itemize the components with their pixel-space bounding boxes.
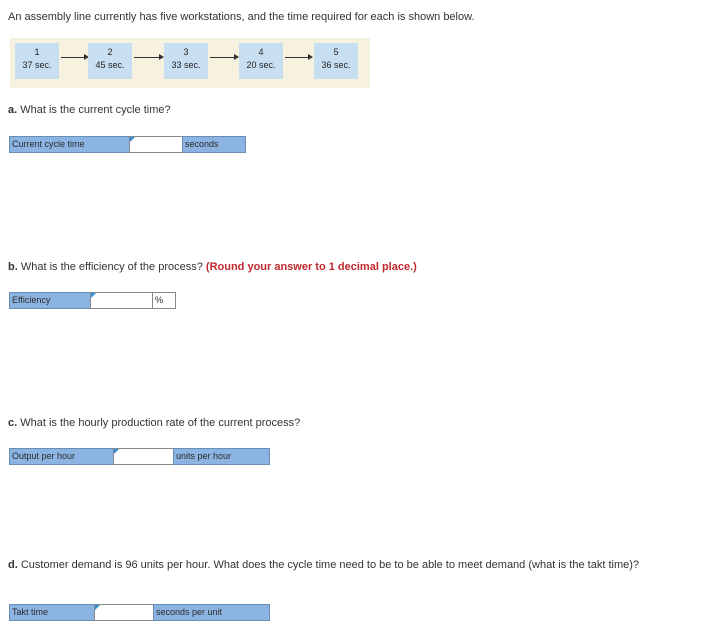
row-label: Output per hour [9,448,114,465]
efficiency-field[interactable] [91,293,152,308]
workstation-1 [15,43,59,79]
rounding-note: (Round your answer to 1 decimal place.) [205,261,417,273]
question-text: What is the hourly production rate of the current process? [17,417,301,429]
question-a [8,104,171,116]
workstation-diagram [10,38,370,88]
output-per-hour-input[interactable] [113,448,174,465]
unit-label: seconds per unit [153,604,270,621]
question-label: d. [8,559,18,571]
workstation-4 [239,43,283,79]
workstation-time: 45 sec. [95,60,125,70]
workstation-time: 36 sec. [321,60,351,70]
question-text: What is the current cycle time? [17,104,171,116]
flow-arrow-icon [134,57,160,58]
question-text: What is the efficiency of the process? [17,261,206,273]
workstation-number: 4 [258,47,264,57]
question-label: a. [8,104,18,116]
flow-arrow-icon [61,57,85,58]
unit-label: seconds [182,136,246,153]
workstation-time: 37 sec. [22,60,52,70]
question-label: c. [8,417,18,429]
row-label: Takt time [9,604,95,621]
workstation-3 [164,43,208,79]
problem-intro: An assembly line currently has five workstations, and the time required for each is shown below. [8,11,475,23]
question-c [8,417,300,429]
question-label: b. [8,261,18,273]
efficiency-input[interactable] [90,292,153,309]
takt-time-field[interactable] [95,605,153,620]
workstation-time: 33 sec. [171,60,201,70]
workstation-time: 20 sec. [246,60,276,70]
unit-label: % [152,292,176,309]
workstation-number: 3 [183,47,189,57]
question-d [8,559,639,571]
takt-time-input[interactable] [94,604,154,621]
workstation-number: 1 [34,47,40,57]
output-per-hour-field[interactable] [114,449,173,464]
workstation-5 [314,43,358,79]
row-label: Efficiency [9,292,91,309]
row-label: Current cycle time [9,136,130,153]
cycle-time-field[interactable] [130,137,182,152]
workstation-number: 2 [107,47,113,57]
question-text: Customer demand is 96 units per hour. What does the cycle time need to be to be able to meet demand (what is the takt time)? [17,559,640,571]
flow-arrow-icon [210,57,235,58]
workstation-number: 5 [333,47,339,57]
unit-label: units per hour [173,448,270,465]
cycle-time-input[interactable] [129,136,183,153]
workstation-2 [88,43,132,79]
flow-arrow-icon [285,57,309,58]
question-b [8,261,417,273]
